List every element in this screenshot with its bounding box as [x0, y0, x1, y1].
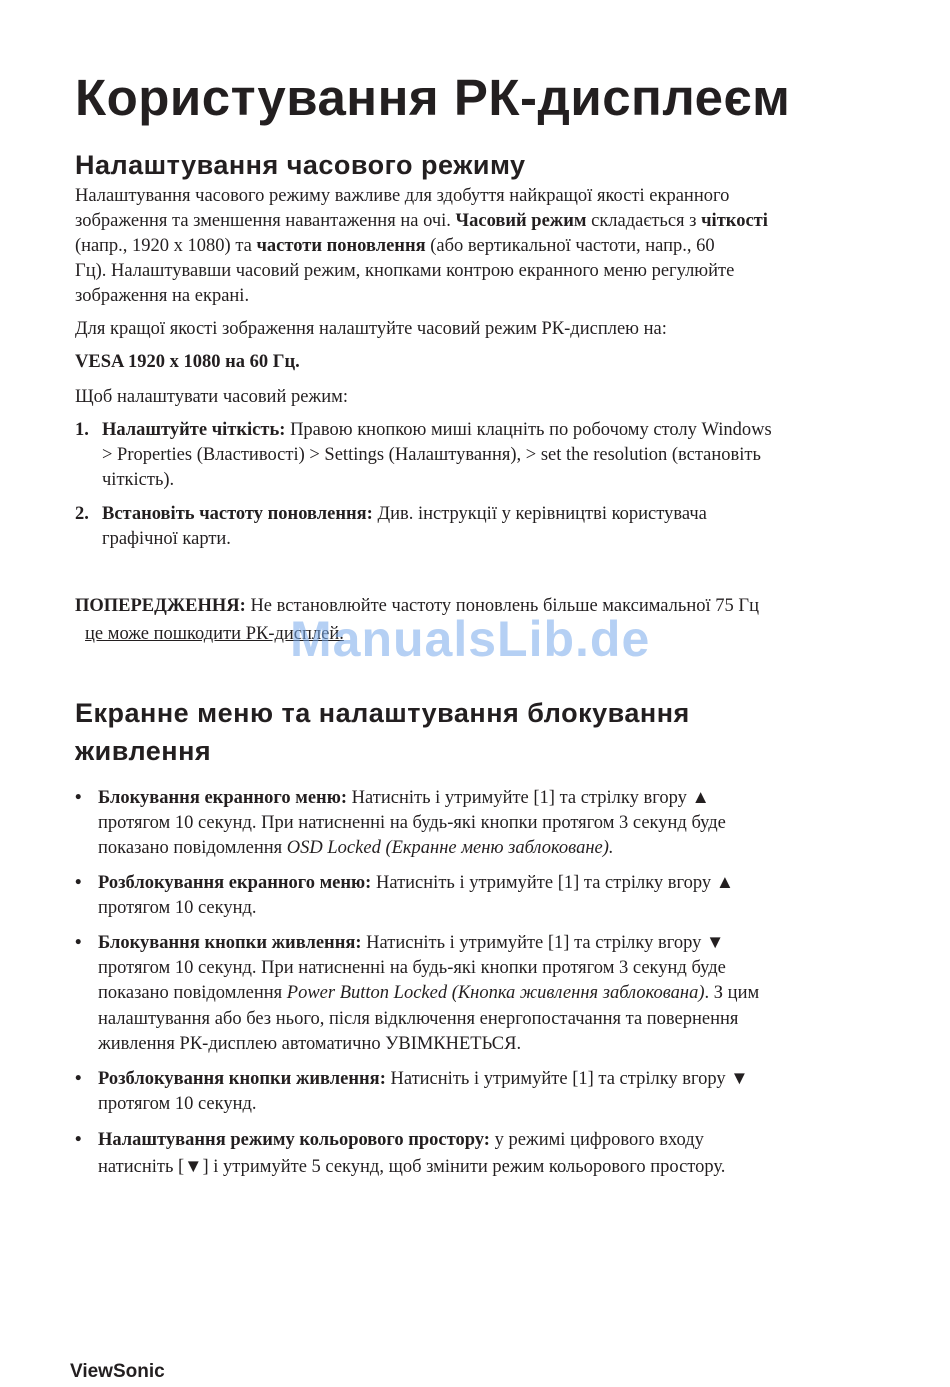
section-heading-osd: Екранне меню та налаштування блокування: [75, 698, 690, 728]
bold-term: Розблокування екранного меню:: [98, 873, 372, 893]
intro-line: зображення на екрані.: [75, 286, 250, 306]
section-heading-timing: Налаштування часового режиму: [75, 150, 526, 180]
bold-term: Налаштування режиму кольорового простору:: [98, 1130, 490, 1150]
bold-term: чіткості: [701, 211, 768, 231]
bullet-line: налаштування або без нього, після відключення енергопостачання та повернення: [98, 1009, 739, 1029]
bold-term: Розблокування кнопки живлення:: [98, 1069, 386, 1089]
footer-brand-logo: ViewSonic: [70, 1361, 165, 1382]
warning-label: ПОПЕРЕДЖЕННЯ:: [75, 596, 246, 616]
section-heading-osd-cont: живлення: [75, 736, 212, 766]
italic-message: Power Button Locked (Кнопка живлення заблокована): [286, 983, 705, 1003]
intro-line: Налаштування часового режиму важливе для здобуття найкращої якості екранного: [75, 186, 730, 206]
bullet-line: протягом 10 секунд. При натисненні на будь-які кнопки протягом 3 секунд буде: [98, 813, 726, 833]
bullet-dot: •: [75, 873, 82, 893]
step-line: > Properties (Властивості) > Settings (Налаштування), > set the resolution (встановіть: [102, 445, 761, 465]
step-number: 2.: [75, 504, 89, 524]
bullet-line: Розблокування екранного меню: Натисніть і утримуйте [1] та стрілку вгору ▲: [98, 873, 735, 893]
step-line: Налаштуйте чіткість: Правою кнопкою миші клацніть по робочому столу Windows: [102, 420, 772, 440]
bullet-line: натисніть [▼] і утримуйте 5 секунд, щоб змінити режим кольорового простору.: [98, 1157, 726, 1177]
bullet-line: Блокування екранного меню: Натисніть і утримуйте [1] та стрілку вгору ▲: [98, 788, 710, 808]
intro-line: Гц). Налаштувавши часовий режим, кнопками контрою екранного меню регулюйте: [75, 261, 735, 281]
bullet-line: протягом 10 секунд.: [98, 1094, 257, 1114]
steps-intro: Щоб налаштувати часовий режим:: [75, 387, 348, 407]
italic-message: OSD Locked (Екранне меню заблоковане).: [286, 838, 614, 858]
bold-term: Встановіть частоту поновлення:: [102, 504, 373, 524]
watermark: ManualsLib.de: [290, 611, 651, 667]
step-line: Встановіть частоту поновлення: Див. інструкції у керівництві користувача: [102, 504, 707, 524]
bold-term: Налаштуйте чіткість:: [102, 420, 286, 440]
bold-term: Блокування кнопки живлення:: [98, 933, 362, 953]
bullet-dot: •: [75, 788, 82, 808]
bullet-dot: •: [75, 1069, 82, 1089]
step-line: графічної карти.: [102, 529, 231, 549]
warning-line2: це може пошкодити РК-дисплей.: [85, 624, 344, 644]
bullet-line: живлення РК-дисплею автоматично УВІМКНЕТЬСЯ.: [98, 1034, 522, 1054]
bullet-line: протягом 10 секунд. При натисненні на будь-які кнопки протягом 3 секунд буде: [98, 958, 726, 978]
bullet-line: показано повідомлення Power Button Locked (Кнопка живлення заблокована). З цим: [98, 983, 760, 1003]
bold-term: частоти поновлення: [256, 236, 426, 256]
bullet-dot: •: [75, 1130, 82, 1150]
page-title: Користування РК-дисплеєм: [75, 69, 791, 126]
recommend-value: VESA 1920 x 1080 на 60 Гц.: [75, 352, 300, 372]
step-line: чіткість).: [102, 470, 175, 490]
intro-line: зображення та зменшення навантаження на очі. Часовий режим складається з чіткості: [75, 211, 768, 231]
bullet-dot: •: [75, 933, 82, 953]
intro-line: (напр., 1920 x 1080) та частоти поновлення (або вертикальної частоти, напр., 60: [75, 236, 715, 256]
warning-line1: Не встановлюйте частоту поновлень більше максимальної 75 Гц: [245, 596, 759, 616]
bold-term: Блокування екранного меню:: [98, 788, 348, 808]
recommend-text: Для кращої якості зображення налаштуйте часовий режим РК-дисплею на:: [75, 319, 667, 339]
bullet-line: Блокування кнопки живлення: Натисніть і утримуйте [1] та стрілку вгору ▼: [98, 933, 725, 953]
bullet-line: Налаштування режиму кольорового простору: у режимі цифрового входу: [98, 1130, 704, 1150]
bold-term: Часовий режим: [455, 211, 587, 231]
bullet-line: Розблокування кнопки живлення: Натисніть і утримуйте [1] та стрілку вгору ▼: [98, 1069, 749, 1089]
bullet-line: показано повідомлення OSD Locked (Екранне меню заблоковане).: [98, 838, 614, 858]
step-number: 1.: [75, 420, 89, 440]
bullet-line: протягом 10 секунд.: [98, 898, 257, 918]
